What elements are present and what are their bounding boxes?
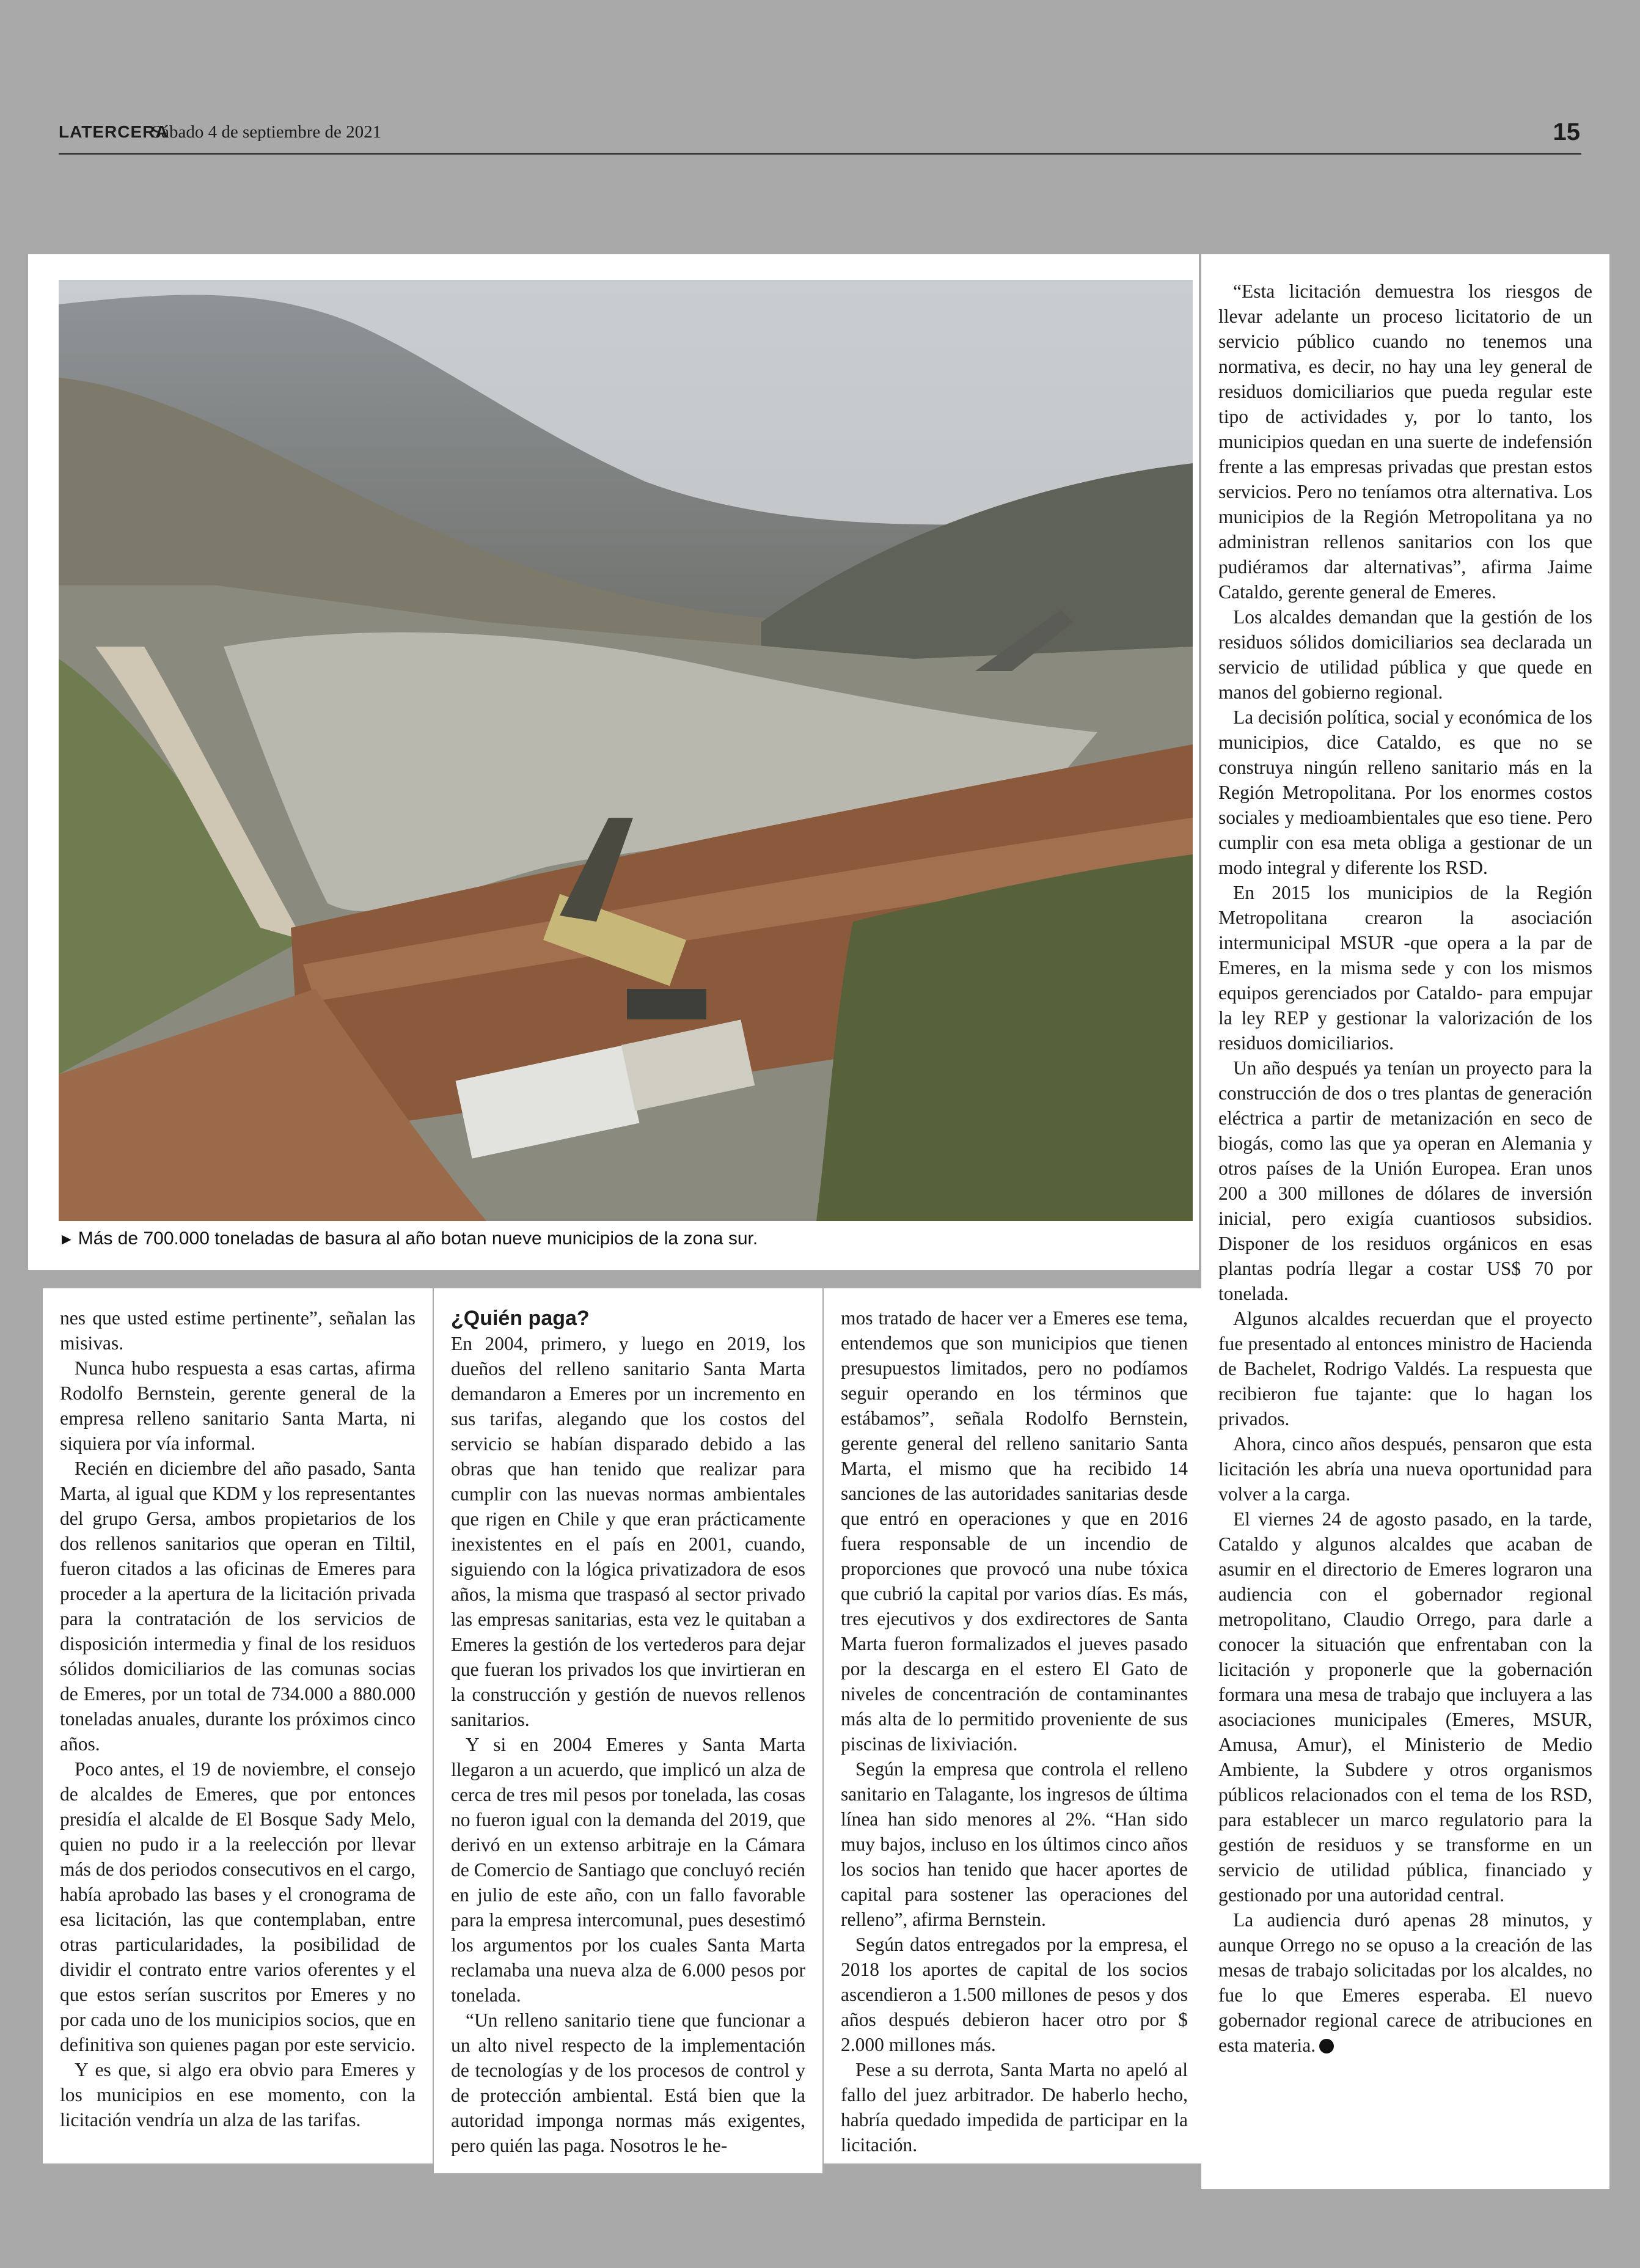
caption-text: Más de 700.000 toneladas de basura al año botan nueve municipios de la zona sur. [78,1228,758,1249]
header-rule [59,153,1581,155]
paragraph: Ahora, cinco años después, pensaron que esta licitación les abría una nueva oportunidad para volver a la carga. [1218,1433,1592,1505]
paragraph: En 2015 los municipios de la Región Metropolitana crearon la asociación intermunicipal MSUR -que opera a la par de Emeres, en la misma sede y con los mismos equipos gerenciados por Cataldo- para empujar la ley REP y gestionar la valorización de los residuos domiciliarios. [1218,882,1592,1054]
paragraph-text: La audiencia duró apenas 28 minutos, y aunque Orrego no se opuso a la creación de las mesas de trabajo solicitadas por los alcaldes, no fue lo que Emeres esperaba. El nuevo gobernador regional carece de atribuciones en esta materia. [1218,1909,1592,2056]
paragraph: nes que usted estime pertinente”, señalan las misivas. [60,1307,415,1354]
end-of-article-icon [1319,2039,1334,2053]
paragraph: El viernes 24 de agosto pasado, en la tarde, Cataldo y algunos alcaldes que acaban de asumir en el directorio de Emeres lograron una audiencia con el gobernador regional metropolitano, Claudio Orrego, para darle a conocer la situación que enfrentaban con la licitación y proponerle que la gobernación formara una mesa de trabajo que incluyera a las asociaciones municipales (Emeres, MSUR, Amusa, Amur), el Ministerio de Medio Ambiente, la Subdere y otros organismos públicos relacionados con el tema de los RSD, para establecer un marco regulatorio para la gestión de residuos y se transforme en un servicio de utilidad pública, financiado y gestionado por una autoridad central. [1218,1508,1592,1906]
paragraph: Pese a su derrota, Santa Marta no apeló al fallo del juez arbitrador. De haberlo hecho, habría quedado impedida de participar en la licitación. [841,2059,1188,2156]
paragraph-last [1218,1907,1592,2058]
newspaper-brand: LATERCERA [59,122,169,141]
paragraph: Los alcaldes demandan que la gestión de los residuos sólidos domiciliarios sea declarada un servicio de utilidad pública y que quede en manos del gobierno regional. [1218,606,1592,703]
paragraph: Nunca hubo respuesta a esas cartas, afirma Rodolfo Bernstein, gerente general de la empresa relleno sanitario Santa Marta, ni siquiera por vía informal. [60,1357,415,1454]
photo-caption [59,1228,1183,1249]
issue-date: Sábado 4 de septiembre de 2021 [152,122,382,142]
paragraph: mos tratado de hacer ver a Emeres ese tema, entendemos que son municipios que tienen presupuestos limitados, pero no podíamos seguir operando en los términos que estábamos”, señala Rodolfo Bernstein, gerente general del relleno sanitario Santa Marta, el mismo que ha recibido 14 sanciones de las autoridades sanitarias desde que entró en operaciones y que en 2016 fuera responsable de un incendio de proporciones que provocó una nube tóxica que cubrió la capital por varios días. Es más, tres ejecutivos y dos exdirectores de Santa Marta fueron formalizados el jueves pasado por la descarga en el estero El Gato de niveles de concentración de contaminantes más alta de lo permitido proveniente de sus piscinas de lixiviación. [841,1307,1188,1755]
paragraph: Y es que, si algo era obvio para Emeres y los municipios en ese momento, con la licitación vendría un alza de las tarifas. [60,2059,415,2130]
article-column-1 [43,1288,433,2163]
article-column-2 [434,1288,822,2173]
paragraph: En 2004, primero, y luego en 2019, los dueños del relleno sanitario Santa Marta demandaron a Emeres por un incremento en sus tarifas, alegando que los costos del servicio se habían disparado debido a las obras que han tenido que realizar para cumplir con las nuevas normas ambientales que rigen en Chile y que eran prácticamente inexistentes en el país en 2001, cuando, siguiendo con la lógica privatizadora de esos años, la misma que traspasó al sector privado las empresas sanitarias, esta vez le quitaban a Emeres la gestión de los vertederos para dejar que fueran los privados los que invirtieran en la construcción y gestión de nuevos rellenos sanitarios. [451,1333,805,1730]
photo-box [28,254,1199,1270]
paragraph: “Un relleno sanitario tiene que funcionar a un alto nivel respecto de la implementación de tecnologías y de los procesos de control y de protección ambiental. Está bien que la autoridad imponga normas más exigentes, pero quién las paga. Nosotros le he- [451,2009,805,2156]
paragraph: Según la empresa que controla el relleno sanitario en Talagante, los ingresos de última línea han sido menores al 2%. “Han sido muy bajos, incluso en los últimos cinco años los socios han tenido que hacer aportes de capital para sostener las operaciones del relleno”, afirma Bernstein. [841,1758,1188,1930]
paragraph: Y si en 2004 Emeres y Santa Marta llegaron a un acuerdo, que implicó un alza de cerca de tres mil pesos por tonelada, las cosas no fueron igual con la demanda del 2019, que derivó en un extenso arbitraje en la Cámara de Comercio de Santiago que concluyó recién en julio de este año, con un fallo favorable para la empresa intercomunal, pues desestimó los argumentos por los cuales Santa Marta reclamaba una nueva alza de 6.000 pesos por tonelada. [451,1734,805,2006]
page-header [59,115,1581,149]
section-heading: ¿Quién paga? [451,1307,590,1330]
paragraph: La decisión política, social y económica de los municipios, dice Cataldo, es que no se construya ningún relleno sanitario más en la Región Metropolitana. Por los enormes costos sociales y medioambientales que eso tiene. Pero cumplir con esa meta obliga a gestionar de un modo integral y diferente los RSD. [1218,706,1592,878]
caption-arrow-icon: ► [59,1230,75,1248]
paragraph: Recién en diciembre del año pasado, Santa Marta, al igual que KDM y los representantes del grupo Gersa, ambos propietarios de los dos rellenos sanitarios que operan en Tiltil, fueron citados a las oficinas de Emeres para proceder a la apertura de la licitación privada para la contratación de los servicios de disposición intermedia y final de los residuos sólidos domiciliarios de las comunas socias de Emeres, por un total de 734.000 a 880.000 toneladas anuales, durante los próximos cinco años. [60,1458,415,1755]
landfill-photo [59,280,1193,1221]
paragraph: “Esta licitación demuestra los riesgos de llevar adelante un proceso licitatorio de un servicio público cuando no tenemos una normativa, es decir, no hay una ley general de residuos domiciliarios que pueda regular este tipo de actividades y, por lo tanto, los municipios quedan en una suerte de indefensión frente a las empresas privadas que prestan estos servicios. Pero no teníamos otra alternativa. Los municipios de la Región Metropolitana ya no administran rellenos sanitarios con los que pudiéramos dar alternativas”, afirma Jaime Cataldo, gerente general de Emeres. [1218,281,1592,603]
paragraph: Poco antes, el 19 de noviembre, el consejo de alcaldes de Emeres, que por entonces presidía el alcalde de El Bosque Sady Melo, quien no pudo ir a la reelección por llevar más de dos periodos consecutivos en el cargo, había aprobado las bases y el cronograma de esa licitación, las que contemplaban, entre otras particularidades, la posibilidad de dividir el contrato entre varios oferentes y el que estos serían suscritos por Emeres y no por cada uno de los municipios socios, que en definitiva son quienes pagan por este servicio. [60,1758,415,2055]
page-number: 15 [1553,119,1580,145]
article-column-3 [824,1288,1205,2163]
paragraph: Algunos alcaldes recuerdan que el proyecto fue presentado al entonces ministro de Hacienda de Bachelet, Rodrigo Valdés. La respuesta que recibieron fue tajante: que lo hagan los privados. [1218,1308,1592,1429]
article-column-4 [1201,254,1609,2189]
paragraph: Según datos entregados por la empresa, el 2018 los aportes de capital de los socios ascendieron a 1.500 millones de pesos y dos años después debieron hacer otro por $ 2.000 millones más. [841,1934,1188,2055]
paragraph: Un año después ya tenían un proyecto para la construcción de dos o tres plantas de generación eléctrica a partir de metanización en seco de biogás, como las que ya operan en Alemania y otros países de la Unión Europea. Eran unos 200 a 300 millones de dólares de inversión inicial, pero exigía cuantiosos subsidios. Disponer de los residuos orgánicos en esas plantas podría llegar a costar US$ 70 por tonelada. [1218,1057,1592,1304]
